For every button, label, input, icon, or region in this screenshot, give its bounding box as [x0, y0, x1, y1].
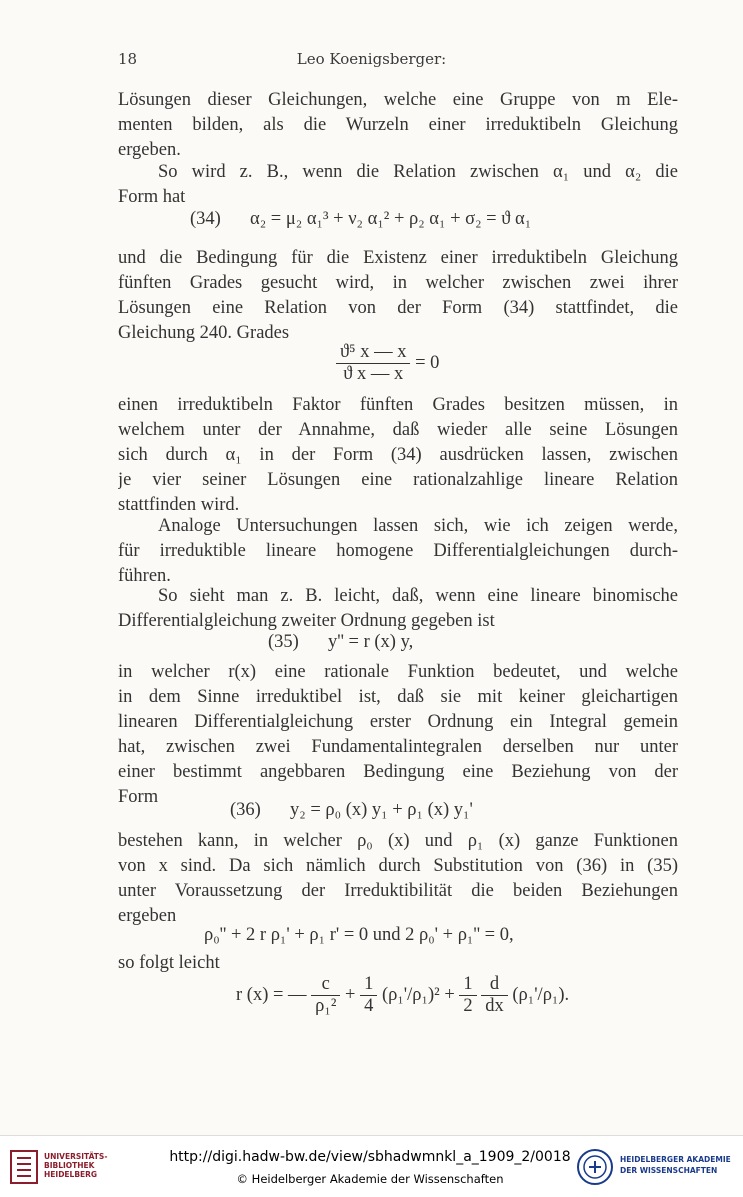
paragraph-7 [118, 660, 678, 810]
paragraph-9 [118, 951, 678, 976]
fraction-c-denominator: ρ₁² [311, 995, 340, 1017]
fraction-numerator: ϑ⁵ x — x [340, 342, 407, 362]
rho-ratio: (ρ₁'/ρ₁). [512, 984, 570, 1005]
academy-name: HEIDELBERGER AKADEMIE DER WISSENSCHAFTEN [620, 1155, 731, 1175]
university-library-logo-icon [10, 1150, 38, 1184]
fraction-rhs: = 0 [415, 352, 440, 373]
text-line: je vier seiner Lösungen eine rationalzahlige lineare Relation [118, 470, 678, 490]
fraction-half [459, 974, 476, 1017]
r-equation [236, 974, 569, 1017]
fraction-denominator: ϑ x — x [336, 363, 410, 385]
r-lhs: r (x) = — [236, 984, 307, 1005]
source-url-link[interactable]: http://digi.hadw-bw.de/view/sbhadwmnkl_a_1909_2/0018 [169, 1149, 571, 1165]
text-line: linearen Differentialgleichung erster Ordnung ein Integral gemein [118, 712, 678, 732]
rho-ratio-squared: (ρ₁'/ρ₁)² [381, 984, 440, 1005]
text-line: ergeben [118, 906, 177, 926]
paragraph-5 [118, 514, 678, 589]
text-line: führen. [118, 566, 171, 586]
text-line: hat, zwischen zwei Fundamentalintegralen derselben nur unter [118, 737, 678, 757]
text-line: welchem unter der Annahme, daß wieder alle seine Lösungen [118, 420, 678, 440]
fraction-c [311, 974, 340, 1017]
fraction-derivative-denominator: dx [481, 995, 508, 1017]
text-line: und die Bedingung für die Existenz einer irreduktibeln Gleichung [118, 248, 678, 268]
paragraph-3 [118, 246, 678, 346]
library-name: UNIVERSITÄTS- BIBLIOTHEK HEIDELBERG [44, 1152, 108, 1179]
paragraph-6 [118, 584, 678, 634]
text-line: Gleichung 240. Grades [118, 323, 290, 343]
paragraph-2 [118, 160, 678, 210]
page-number: 18 [118, 50, 138, 68]
text-line: Differentialgleichung zweiter Ordnung gegeben ist [118, 611, 495, 631]
text-line: So sieht man z. B. leicht, daß, wenn eine lineare binomische [158, 586, 678, 606]
fraction-derivative-numerator: d [489, 974, 500, 994]
text-line: Form [118, 787, 159, 807]
text-line: Lösungen eine Relation von der Form (34) stattfindet, die [118, 298, 678, 318]
academy-seal-icon [576, 1148, 614, 1186]
fraction-half-numerator: 1 [463, 974, 473, 994]
fraction-quarter-numerator: 1 [364, 974, 374, 994]
fraction [336, 342, 410, 385]
equation-36-label: (36) [230, 800, 261, 820]
equation-34: α₂ = μ₂ α₁³ + ν₂ α₁² + ρ₂ α₁ + σ₂ = ϑ α₁ [250, 209, 532, 229]
paragraph-8 [118, 829, 678, 929]
text-line: Form hat [118, 187, 186, 207]
text-line: fünften Grades gesucht wird, in welcher zwischen zwei ihrer [118, 273, 678, 293]
fraction-c-numerator: c [321, 974, 330, 994]
fraction-half-denominator: 2 [459, 995, 476, 1017]
equation-36: y₂ = ρ₀ (x) y₁ + ρ₁ (x) y₁' [290, 800, 473, 820]
copyright-notice: © Heidelberger Akademie der Wissenschaften [236, 1172, 504, 1186]
equation-35: y'' = r (x) y, [328, 632, 414, 652]
text-line: in dem Sinne irreduktibel ist, daß sie mit keiner gleichartigen [118, 687, 678, 707]
text-line: stattfinden wird. [118, 495, 240, 515]
equation-34-label: (34) [190, 209, 221, 229]
text-line: menten bilden, als die Wurzeln einer irreduktibeln Gleichung [118, 115, 678, 135]
fraction-quarter-denominator: 4 [360, 995, 377, 1017]
plus-sign: + [444, 984, 455, 1005]
running-title: Leo Koenigsberger: [296, 50, 447, 68]
text-line: für irreduktible lineare homogene Differentialgleichungen durch- [118, 541, 678, 561]
text-line: einen irreduktibeln Faktor fünften Grades besitzen müssen, in [118, 395, 678, 415]
text-line: ergeben. [118, 140, 181, 160]
text-line: bestehen kann, in welcher ρ₀ (x) und ρ₁ (x) ganze Funktionen [118, 831, 678, 851]
text-line: in welcher r(x) eine rationale Funktion bedeutet, und welche [118, 662, 678, 682]
text-line: Lösungen dieser Gleichungen, welche eine Gruppe von m Ele- [118, 90, 678, 110]
fraction-derivative [481, 974, 508, 1017]
text-line: sich durch α₁ in der Form (34) ausdrücken lassen, zwischen [118, 445, 678, 465]
equation-35-label: (35) [268, 632, 299, 652]
text-line: einer bestimmt angebbaren Bedingung eine Beziehung von der [118, 762, 678, 782]
condition-equation: ρ₀'' + 2 r ρ₁' + ρ₁ r' = 0 und 2 ρ₀' + ρ₁'' = 0, [204, 925, 514, 945]
paragraph-4 [118, 393, 678, 518]
text-line: So wird z. B., wenn die Relation zwischen α₁ und α₂ die [158, 162, 678, 182]
fraction-quarter [360, 974, 377, 1017]
text-line: so folgt leicht [118, 953, 220, 973]
footer-bar [0, 1135, 743, 1197]
text-line: Analoge Untersuchungen lassen sich, wie ich zeigen werde, [158, 516, 678, 536]
fraction-equation [336, 342, 439, 385]
paragraph-1 [118, 88, 678, 163]
text-line: von x sind. Da sich nämlich durch Substitution von (36) in (35) [118, 856, 678, 876]
plus-sign: + [345, 984, 356, 1005]
text-line: unter Voraussetzung der Irreduktibilität die beiden Beziehungen [118, 881, 678, 901]
